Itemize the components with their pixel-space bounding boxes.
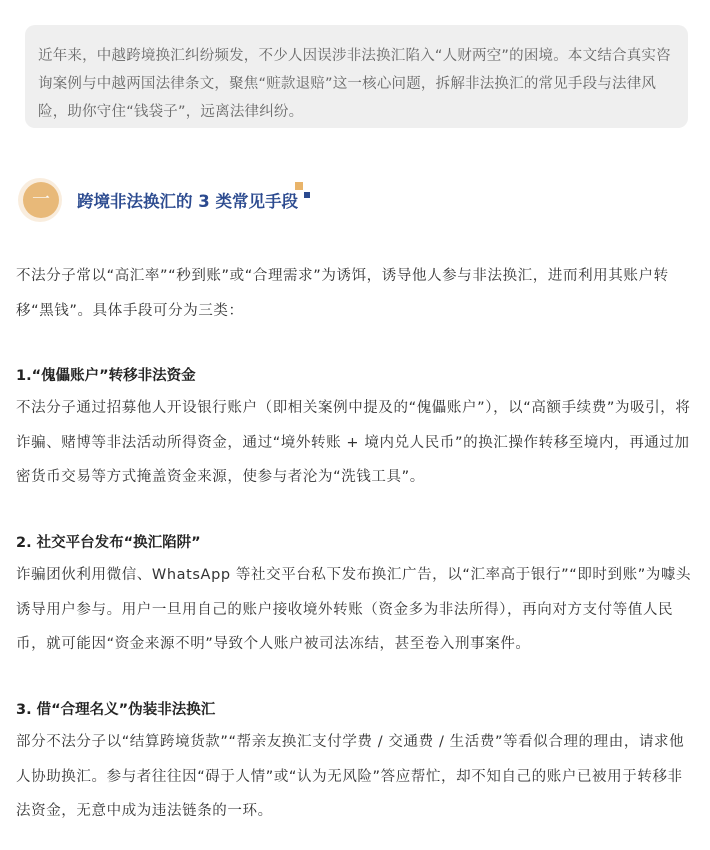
item-body-3: 部分不法分子以“结算跨境货款”“帮亲友换汇支付学费 / 交通费 / 生活费”等看似合理的理由，请求他人协助换汇。参与者往往因“碍于人情”或“认为无风险”答应帮忙，却不知自己的账户已被用于转移非法资金，无意中成为违法链条的一环。 [16,734,685,819]
item-body-1: 不法分子通过招募他人开设银行账户（即相关案例中提及的“傀儡账户”），以“高额手续费”为吸引，将诈骗、赌博等非法活动所得资金，通过“境外转账 + 境内兑人民币”的换汇操作转移至境内，再通过加密货币交易等方式掩盖资金来源，使参与者沦为“洗钱工具”。 [16,400,691,485]
item-heading-1: 1.“傀儡账户”转移非法资金 [16,368,196,384]
section-title: 跨境非法换汇的 3 类常见手段 [77,192,298,211]
item-heading-2: 2. 社交平台发布“换汇陷阱” [16,535,201,551]
lead-paragraph: 不法分子常以“高汇率”“秒到账”或“合理需求”为诱饵，诱导他人参与非法换汇，进而利用其账户转移“黑钱”。具体手段可分为三类： [16,268,669,319]
section-header [18,178,338,222]
decorative-square-navy [304,192,310,198]
item-body-2: 诈骗团伙利用微信、WhatsApp 等社交平台私下发布换汇广告，以“汇率高于银行”“即时到账”为噱头诱导用户参与。用户一旦用自己的账户接收境外转账（资金多为非法所得），再向对方支付等值人民币，就可能因“资金来源不明”导致个人账户被司法冻结，甚至卷入刑事案件。 [16,567,692,652]
section-number-badge [18,178,62,222]
decorative-square-gold [295,182,303,190]
intro-text: 近年来，中越跨境换汇纠纷频发，不少人因误涉非法换汇陷入“人财两空”的困境。本文结合真实咨询案例与中越两国法律条文，聚焦“赃款退赔”这一核心问题，拆解非法换汇的常见手段与法律风险，助你守住“钱袋子”，远离法律纠纷。 [38,48,671,120]
item-heading-3: 3. 借“合理名义”伪装非法换汇 [16,702,216,718]
intro-summary-box [25,25,688,128]
section-number: 一 [23,182,59,218]
